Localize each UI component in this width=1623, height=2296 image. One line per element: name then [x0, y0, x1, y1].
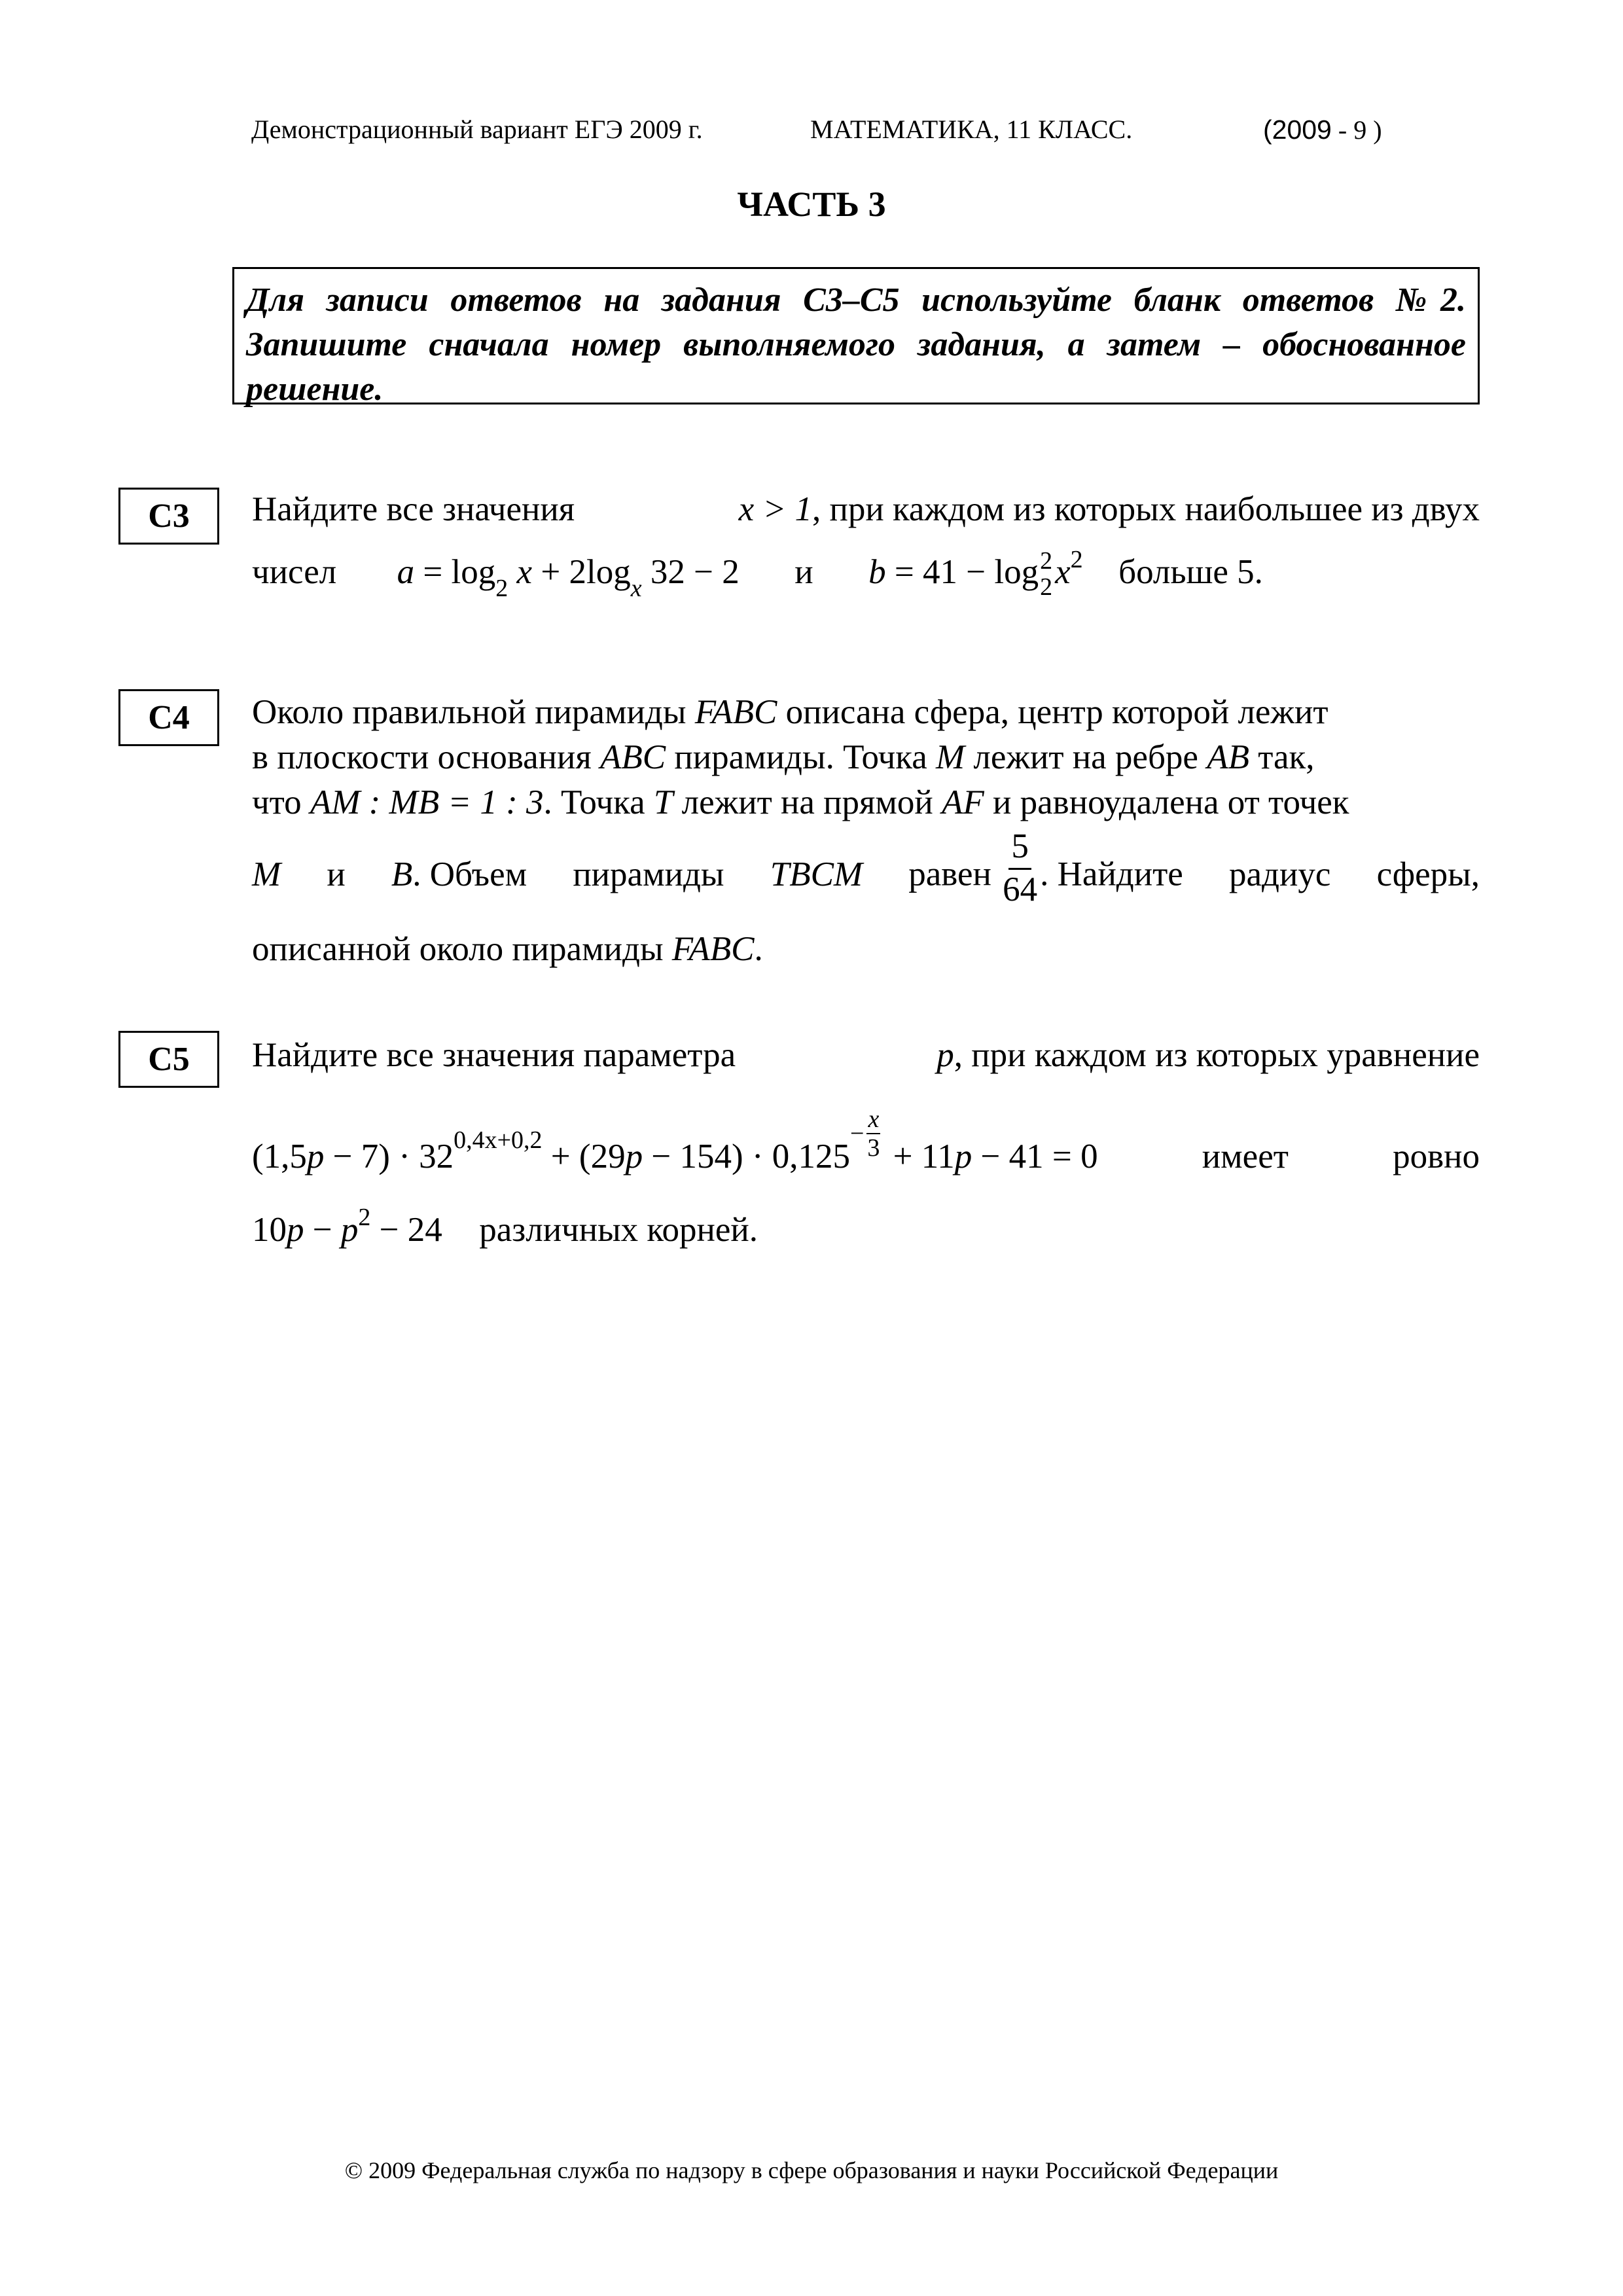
- c5-eq-exp1: 0,4x+0,2: [454, 1126, 543, 1154]
- c3-rest: , при каждом из которых наибольшее из двух: [812, 490, 1480, 528]
- c4-l5-fabc: FABC: [671, 930, 755, 968]
- c4-l2-abc: ABC: [600, 738, 666, 776]
- c4-l4-volume: . Объем: [412, 855, 527, 893]
- c5-exactly: ровно: [1393, 1138, 1480, 1175]
- c4-frac-num: 5: [1008, 829, 1031, 870]
- c3-a-part2: x + 2log: [516, 553, 631, 592]
- c3-ending: больше 5.: [1118, 553, 1263, 592]
- c3-b-sup: 2: [1040, 547, 1053, 575]
- c4-l3-c: . Точка: [543, 783, 654, 821]
- c5-eq-1: (1,5: [252, 1138, 307, 1175]
- c4-l1: [252, 695, 1329, 730]
- task-c5: [252, 1038, 1480, 1247]
- copyright-footer: © 2009 Федеральная служба по надзору в сфере образования и науки Российской Федерации: [344, 2157, 1279, 2183]
- task-label-c5: С5: [118, 1031, 219, 1088]
- c3-intro: Найдите все значения: [252, 490, 575, 528]
- c3-b-sub: 2: [1040, 573, 1053, 601]
- c5-l3-roots: различных корней.: [479, 1211, 758, 1249]
- c4-l5-c: .: [754, 930, 763, 968]
- part-title: ЧАСТЬ 3: [737, 185, 886, 224]
- task-c4: [252, 695, 1480, 967]
- c5-eq-6: − 41 = 0: [972, 1138, 1098, 1175]
- c5-line-2: [252, 1105, 1480, 1187]
- c5-equation: [252, 1105, 1098, 1187]
- c5-exp-sign: −: [850, 1120, 865, 1147]
- c5-l3-10: 10: [252, 1211, 287, 1249]
- c3-a-part3: 32 − 2: [641, 553, 740, 592]
- c4-l4-equals-frac: [908, 827, 1183, 916]
- c5-eq-p2: p: [625, 1138, 643, 1175]
- c5-eq-5: + 11: [884, 1138, 955, 1175]
- c5-eq-p3: p: [954, 1138, 972, 1175]
- c5-l3-p: p: [287, 1211, 304, 1249]
- c4-l4-sphere: сферы,: [1376, 855, 1480, 893]
- c5-eq-2: − 7) · 32: [324, 1138, 454, 1175]
- c4-line-1: [252, 695, 1480, 730]
- header-page: - 9 ): [1331, 115, 1382, 145]
- c4-l3-a: что: [252, 783, 310, 821]
- c5-l1-a: Найдите все значения параметра: [252, 1036, 736, 1074]
- task-label-c4: С4: [118, 689, 219, 746]
- c5-exp-frac: [866, 1107, 880, 1160]
- c4-line-5: [252, 932, 1480, 967]
- c4-frac-den: 64: [1003, 870, 1038, 908]
- c4-l3-af: AF: [942, 783, 984, 821]
- c3-condition: [739, 492, 1480, 527]
- c3-line-2: [252, 546, 1480, 603]
- task-label-c3: С3: [118, 488, 219, 545]
- task-c3: [252, 492, 1480, 601]
- c3-cond-expr: x > 1: [738, 490, 812, 528]
- c5-l3-24: − 24: [370, 1211, 442, 1249]
- c4-l4-find: . Найдите: [1040, 855, 1183, 893]
- c4-l3-ratio: AM : MB = 1 : 3: [310, 783, 544, 821]
- header-year: (2009: [1263, 115, 1332, 145]
- c5-l1-rest: , при каждом из которых уравнение: [954, 1036, 1480, 1074]
- c3-line-1: [252, 492, 1480, 527]
- c4-l4-b: B: [391, 855, 413, 893]
- c3-b-sup-2: 2: [1070, 546, 1083, 574]
- c4-volume-fraction: [1003, 829, 1037, 907]
- c3-a-base-1: 2: [495, 575, 508, 603]
- c5-l1-p: p: [936, 1036, 954, 1074]
- c3-numbers-word: чисел: [252, 553, 337, 592]
- c5-line-3: [252, 1204, 1480, 1249]
- c5-exp-den: 3: [867, 1134, 880, 1162]
- c4-l2-ab: AB: [1207, 738, 1249, 776]
- c4-l4-tbcm: TBCM: [770, 855, 863, 893]
- c4-line-2: [252, 740, 1480, 775]
- c4-l2-a: в плоскости основания: [252, 738, 601, 776]
- c4-l4-radius: радиус: [1229, 855, 1331, 893]
- c5-eq-4: − 154) · 0,125: [643, 1138, 851, 1175]
- c4-l1-c: описана сфера, центр которой лежит: [777, 693, 1329, 731]
- c5-l3-minus: −: [304, 1211, 341, 1249]
- c5-eq-3: + (29: [542, 1138, 626, 1175]
- header-subject: МАТЕМАТИКА, 11 КЛАСС.: [810, 115, 1133, 144]
- c5-l1-b: [936, 1038, 1480, 1073]
- c4-line-4: [252, 827, 1480, 916]
- c5-l3-p2: p: [340, 1211, 359, 1249]
- c4-l1-a: Около правильной пирамиды: [252, 693, 695, 731]
- c4-l3-e: лежит на прямой: [673, 783, 942, 821]
- c5-line-1: [252, 1038, 1480, 1073]
- c4-l2-e: лежит на ребре: [965, 738, 1207, 776]
- c4-l4-pyramid: пирамиды: [573, 855, 724, 893]
- c4-l5-a: описанной около пирамиды: [252, 930, 672, 968]
- c3-formula-a: $a = \log_2 x + 2\log_x$ 32 − 2: [397, 553, 740, 603]
- c4-l3-t: T: [653, 783, 673, 821]
- c4-l2-m: M: [936, 738, 965, 776]
- instruction-box: Для записи ответов на задания С3–С5 используйте бланк ответов №2. Запишите сначала номер выполняемого задания, а затем – обоснованное решение.: [232, 267, 1480, 404]
- c5-eq-exp2: [850, 1107, 880, 1160]
- c4-l2-g: так,: [1249, 738, 1315, 776]
- c3-formula-b: b = 41 − log 2 2 $x^2$: [868, 546, 1083, 601]
- c5-exp-num: x: [868, 1105, 880, 1133]
- c4-l1-fabc: FABC: [694, 693, 777, 731]
- c5-l3-sup: 2: [358, 1204, 371, 1231]
- c4-line-3: [252, 785, 1480, 820]
- c4-l4-and: и: [327, 855, 346, 893]
- c3-a-base-2: x: [630, 575, 642, 603]
- c3-b-supsub: [1040, 548, 1052, 600]
- c4-l4-m: M: [252, 855, 281, 893]
- c4-l4-b-wrap: [391, 857, 527, 892]
- c3-and: и: [794, 553, 813, 592]
- c4-l3-g: и равноудалена от точек: [984, 783, 1349, 821]
- header-page-number: [1263, 117, 1382, 143]
- c4-l2-c: пирамиды. Точка: [666, 738, 936, 776]
- header-exam-title: Демонстрационный вариант ЕГЭ 2009 г.: [251, 115, 703, 144]
- c5-has: имеет: [1202, 1138, 1289, 1175]
- c4-l4-equals: равен: [908, 855, 991, 893]
- c5-eq-p1: p: [306, 1138, 325, 1175]
